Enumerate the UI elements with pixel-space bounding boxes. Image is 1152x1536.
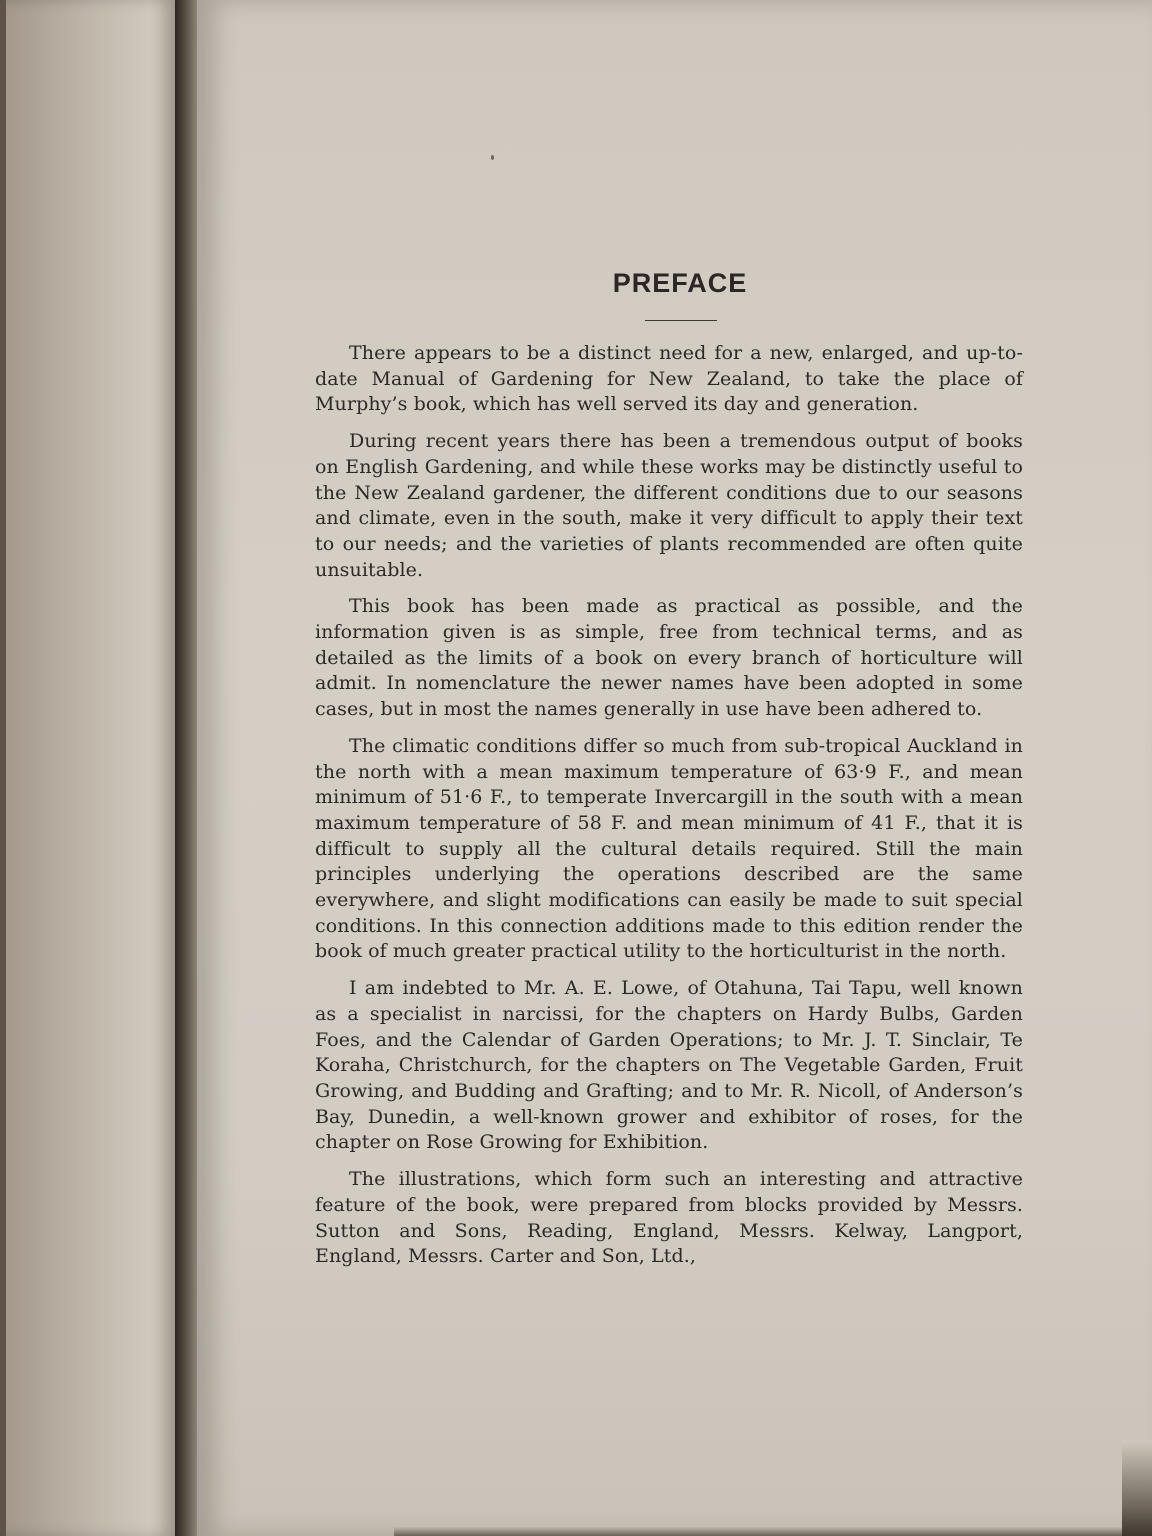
paper-speck [491,155,494,160]
paragraph-1: There appears to be a distinct need for a new, enlarged, and up-to-date Manual of Gardening for New Zealand, to take the place of Murphy’s book, which has well served its day and generation. [315,342,1023,416]
paragraph-4: The climatic conditions differ so much from sub-tropical Auckland in the north with a mean maximum temperature of 63·9 F., and mean minimum of 51·6 F., to temperate Invercargill in the south with a mean maximum temperature of 58 F. and mean minimum of 41 F., that it is difficult to supply all the cultural details required. Still the main principles underlying the operations described are the same everywhere, and slight modifications can easily be made to suit special conditions. In this connection additions made to this edition render the book of much greater practical utility to the horticulturist in the north. [315,734,1023,963]
paragraph-3: This book has been made as practical as possible, and the information given is as simple, free from technical terms, and as detailed as the limits of a book on every branch of horticulture will admit. In nomenclature the newer names have been adopted in some cases, but in most the names generally in use have been adhered to. [315,595,1023,721]
page-title: PREFACE [612,268,748,298]
paragraph-6: The illustrations, which form such an interesting and attractive feature of the book, were prepared from blocks provided by Messrs. Sutton and Sons, Reading, England, Messrs. Kelway, Langport, England, Messrs. Carter and Son, Ltd., [315,1168,1023,1268]
paragraph-5: I am indebted to Mr. A. E. Lowe, of Otahuna, Tai Tapu, well known as a specialist in narcissi, for the chapters on Hardy Bulbs, Garden Foes, and the Calendar of Garden Operations; to Mr. J. T. Sinclair, Te Koraha, Christchurch, for the chapters on The Vegetable Garden, Fruit Growing, and Budding and Grafting; and to Mr. R. Nicoll, of Anderson’s Bay, Dunedin, a well-known grower and exhibitor of roses, for the chapter on Rose Growing for Exhibition. [315,977,1023,1154]
paragraph-2: During recent years there has been a tremendous output of books on English Gardening, and while these works may be distinctly useful to the New Zealand gardener, the different conditions due to our seasons and climate, even in the south, make it very difficult to apply their text to our needs; and the varieties of plants recommended are often quite unsuitable. [315,430,1023,581]
page-bottom-edge [394,1526,1152,1536]
left-page [0,0,175,1536]
book-gutter [175,0,197,1536]
preface-text [315,262,1023,1281]
title-rule [645,320,717,321]
right-cover-edge [1122,1440,1152,1536]
left-cover-edge [0,0,6,1536]
